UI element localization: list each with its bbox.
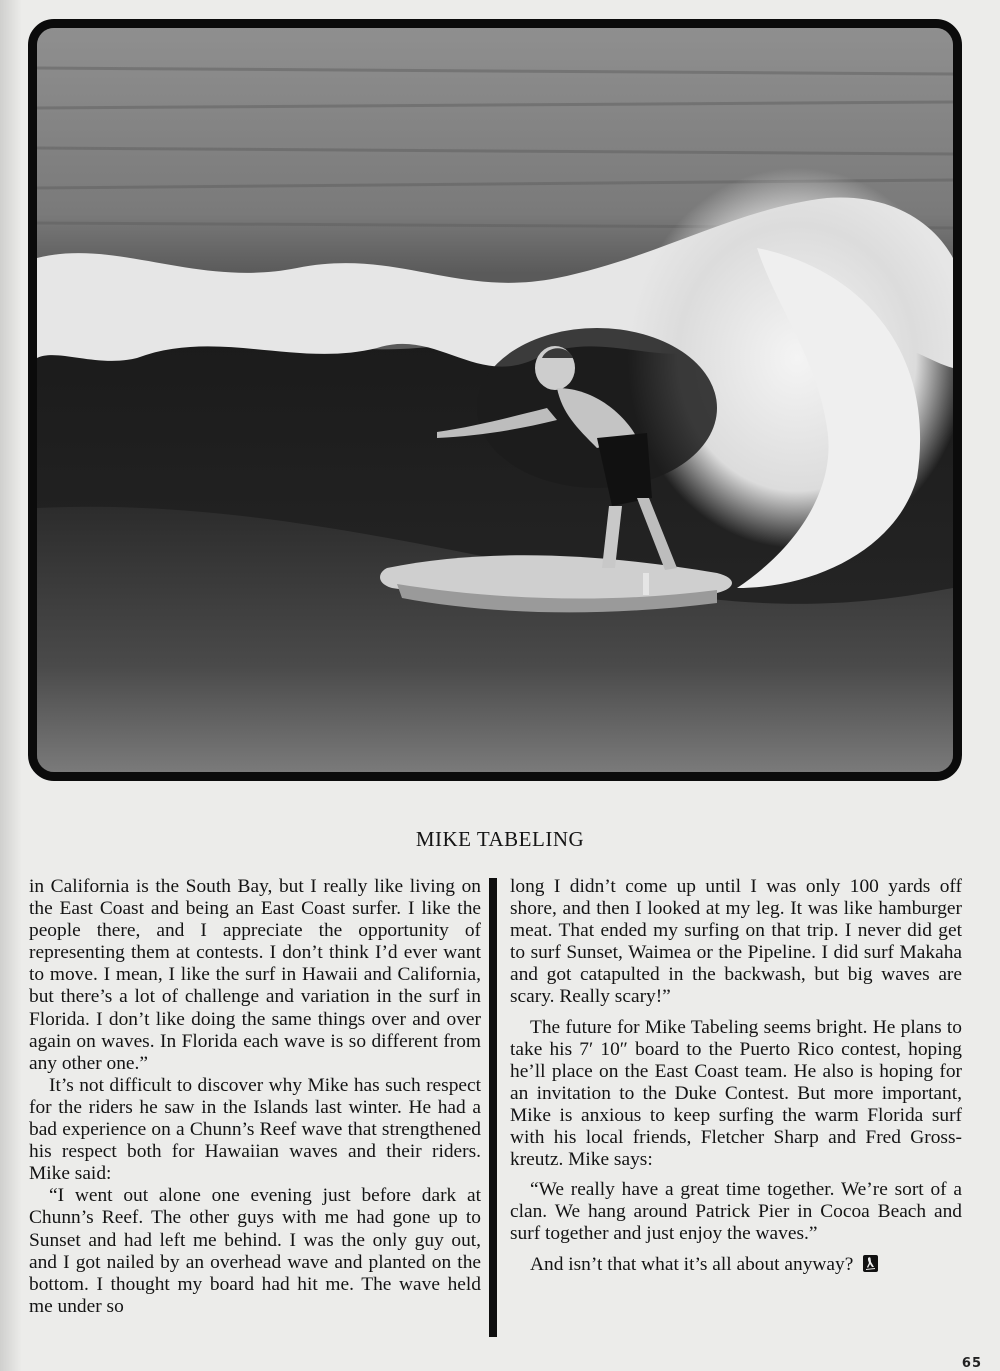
surfer-logo-icon <box>863 1255 878 1272</box>
paragraph: “We really have a great time together. We’re sort of a clan. We hang around Patrick Pier in Cocoa Beach and surf together and just enjoy the waves.” <box>510 1179 962 1245</box>
photo-caption: MIKE TABELING <box>415 827 585 851</box>
paragraph: long I didn’t come up until I was only 100 yards off shore, and then I looked at my leg. It was like hamburger meat. That ended my surfing on that trip. I never did get to surf Sunset, Waimea or the Pipeline. I did surf Makaha and got catapulted in the backwash, but big waves are scary. Really scary!” <box>510 876 962 1008</box>
closing-paragraph <box>510 1254 962 1276</box>
page-number: 65 <box>961 1356 982 1371</box>
paragraph: The future for Mike Tabeling seems bright. He plans to take his 7′ 10″ board to the Puerto Rico contest, hoping he’ll place on the East Coast team. He also is hoping for an invitation to the Duke Contest. But more important, Mike is anxious to keep surfing the warm Florida surf with his local friends, Fletcher Sharp and Fred Grosskreutz. Mike says: <box>510 1016 962 1171</box>
surfer-photo-image <box>37 28 953 772</box>
article-column-right <box>510 876 962 1276</box>
closing-text: And isn’t that what it’s all about anyway? <box>530 1253 854 1275</box>
article-column-left <box>29 876 481 1318</box>
page-gutter-shadow <box>0 0 22 1371</box>
column-divider <box>489 878 497 1337</box>
paragraph: “I went out alone one evening just before dark at Chunn’s Reef. The other guys with me had gone up to Sunset and had left me behind. I was the only guy out, and I got nailed by an overhead wave and planted on the bottom. I thought my board had hit me. The wave held me under so <box>29 1185 481 1317</box>
surf-photo <box>28 19 962 781</box>
paragraph: It’s not difficult to discover why Mike has such respect for the riders he saw in the Islands last winter. He had a bad experience on a Chunn’s Reef wave that strengthened his respect both for Hawaiian waves and their riders. Mike said: <box>29 1074 481 1185</box>
paragraph: in California is the South Bay, but I really like living on the East Coast and being an East Coast surfer. I like the people there, and I appreciate the opportunity of representing them at contests. I don’t think I’d ever want to move. I mean, I like the surf in Hawaii and California, but there’s a lot of challenge and variation in the surf in Florida. I don’t like doing the same things over and over again on waves. In Florida each wave is so different from any other one.” <box>29 876 481 1074</box>
